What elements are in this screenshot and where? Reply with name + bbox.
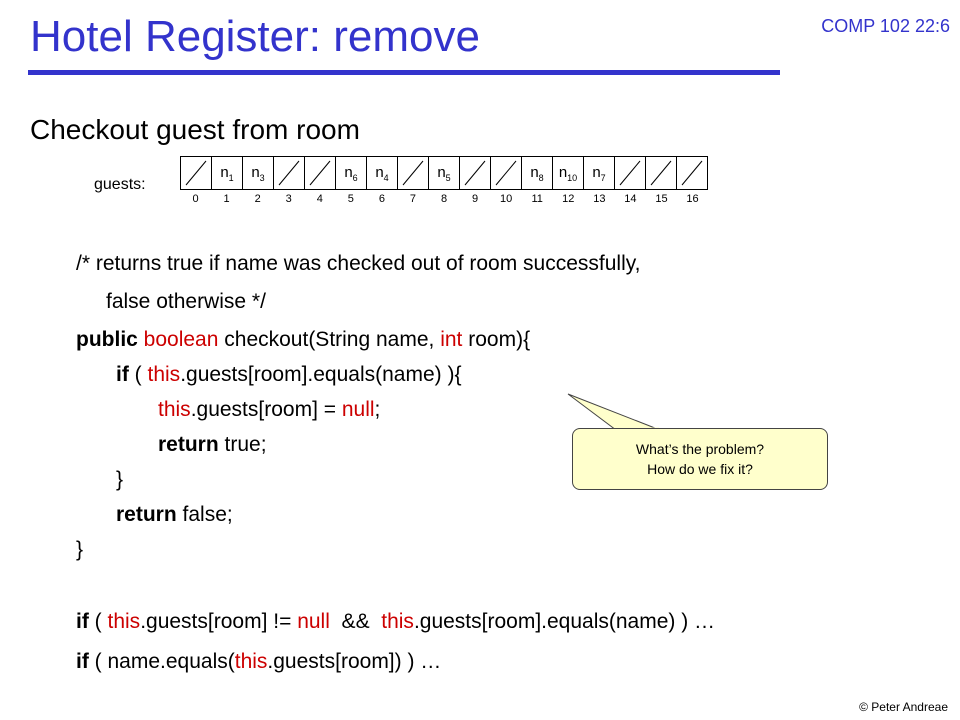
array-cell-null	[677, 157, 707, 189]
array-cell	[243, 157, 274, 189]
cell-name-subscript: 3	[259, 173, 265, 183]
null-slash-icon	[615, 157, 645, 189]
code-text: (	[128, 363, 148, 386]
array-cell	[212, 157, 243, 189]
cell-name: n	[344, 164, 353, 181]
keyword-public: public	[76, 328, 138, 351]
code-line-if	[116, 363, 461, 387]
callout-line-2: How do we fix it?	[647, 461, 753, 477]
signature-text: checkout(String name,	[224, 328, 441, 351]
keyword-this: this	[107, 610, 141, 633]
cell-name: n	[558, 164, 568, 181]
array-index: 14	[624, 193, 637, 205]
array-cell	[429, 157, 460, 189]
page-title: Hotel Register: remove	[30, 12, 480, 61]
signature-end: room){	[462, 328, 531, 351]
array-index: 15	[655, 193, 668, 205]
array-indices	[180, 193, 708, 205]
array-index: 1	[223, 193, 230, 205]
array-index: 7	[409, 193, 417, 205]
array-cell	[584, 157, 615, 189]
null-slash-icon	[274, 157, 304, 189]
cell-name-subscript: 7	[600, 173, 606, 183]
array-index: 3	[285, 193, 292, 205]
keyword-if: if	[76, 610, 89, 633]
cell-name-subscript: 1	[228, 173, 234, 183]
title-underline	[28, 70, 780, 75]
fix-line-2	[76, 650, 441, 674]
array-index: 2	[254, 193, 261, 205]
array-index: 16	[686, 193, 699, 205]
array-cell	[553, 157, 584, 189]
keyword-if: if	[76, 650, 89, 673]
cell-name-subscript: 6	[352, 173, 358, 183]
callout-bubble	[572, 428, 828, 490]
array-index: 6	[378, 193, 385, 205]
code-text: .guests[room].equals(name) ) …	[413, 610, 716, 633]
code-text: .guests[room] =	[190, 398, 342, 421]
code-text: (	[88, 610, 108, 633]
code-text: false;	[176, 503, 233, 526]
array-cell-null	[491, 157, 522, 189]
array-cell-null	[460, 157, 491, 189]
null-slash-icon	[646, 157, 676, 189]
code-text: .guests[room] !=	[140, 610, 298, 633]
null-slash-icon	[460, 157, 490, 189]
keyword-this: this	[147, 363, 181, 386]
array-cell	[367, 157, 398, 189]
keyword-null: null	[341, 398, 375, 421]
code-comment-line-2: false otherwise */	[106, 290, 266, 313]
array-index: 11	[531, 193, 543, 205]
array-index: 13	[593, 193, 606, 205]
keyword-this: this	[158, 398, 191, 421]
keyword-this: this	[381, 610, 414, 633]
cell-name: n	[530, 164, 539, 181]
cell-name: n	[220, 164, 229, 181]
array-cell-null	[305, 157, 336, 189]
code-line-return-true	[158, 433, 267, 457]
code-text: .guests[room]) ) …	[267, 650, 442, 673]
cell-name: n	[251, 164, 260, 181]
code-text: ( name.equals(	[88, 650, 235, 673]
array-cell-null	[646, 157, 677, 189]
array-index: 12	[562, 193, 575, 205]
cell-name-subscript: 10	[567, 173, 578, 183]
code-line-signature	[76, 328, 530, 352]
null-slash-icon	[677, 157, 707, 189]
callout-line-1: What’s the problem?	[635, 441, 765, 457]
course-label: COMP 102 22:6	[821, 16, 950, 36]
cell-name-subscript: 5	[445, 173, 451, 183]
cell-name: n	[592, 164, 601, 181]
null-slash-icon	[305, 157, 335, 189]
array-cell-null	[274, 157, 305, 189]
array-cell	[336, 157, 367, 189]
code-text: true;	[218, 433, 267, 456]
keyword-int: int	[440, 328, 463, 351]
cell-name: n	[437, 164, 446, 181]
array-cell-null	[181, 157, 212, 189]
keyword-return: return	[116, 503, 177, 526]
copyright: © Peter Andreae	[859, 700, 948, 714]
array-cell	[522, 157, 553, 189]
fix-line-1	[76, 610, 715, 634]
array-index: 8	[440, 193, 448, 205]
keyword-if: if	[116, 363, 129, 386]
array-index: 4	[316, 193, 323, 205]
code-line-return-false	[116, 503, 233, 527]
code-text: .guests[room].equals(name) ){	[180, 363, 462, 386]
keyword-return: return	[158, 433, 219, 456]
code-comment-line-1: /* returns true if name was checked out of room successfully,	[76, 252, 641, 275]
null-slash-icon	[491, 157, 521, 189]
array-cell-null	[615, 157, 646, 189]
cell-name-subscript: 4	[383, 173, 389, 183]
keyword-this: this	[234, 650, 268, 673]
array-index: 9	[472, 193, 479, 205]
null-slash-icon	[398, 157, 428, 189]
cell-name: n	[375, 164, 384, 181]
guests-array	[180, 156, 708, 190]
array-index: 10	[500, 193, 513, 205]
array-index: 0	[192, 193, 199, 205]
keyword-null: null	[297, 610, 330, 633]
slide-subtitle: Checkout guest from room	[30, 114, 360, 145]
code-line-close-method: }	[76, 538, 84, 561]
keyword-boolean: boolean	[137, 328, 225, 351]
array-cell-null	[398, 157, 429, 189]
code-text: &&	[329, 610, 382, 633]
cell-name-subscript: 8	[538, 173, 544, 183]
array-index: 5	[347, 193, 354, 205]
code-line-close-if: }	[116, 468, 124, 491]
array-label: guests:	[94, 176, 146, 193]
code-line-assign-null	[158, 398, 380, 422]
code-text: ;	[374, 398, 381, 421]
null-slash-icon	[181, 157, 211, 189]
